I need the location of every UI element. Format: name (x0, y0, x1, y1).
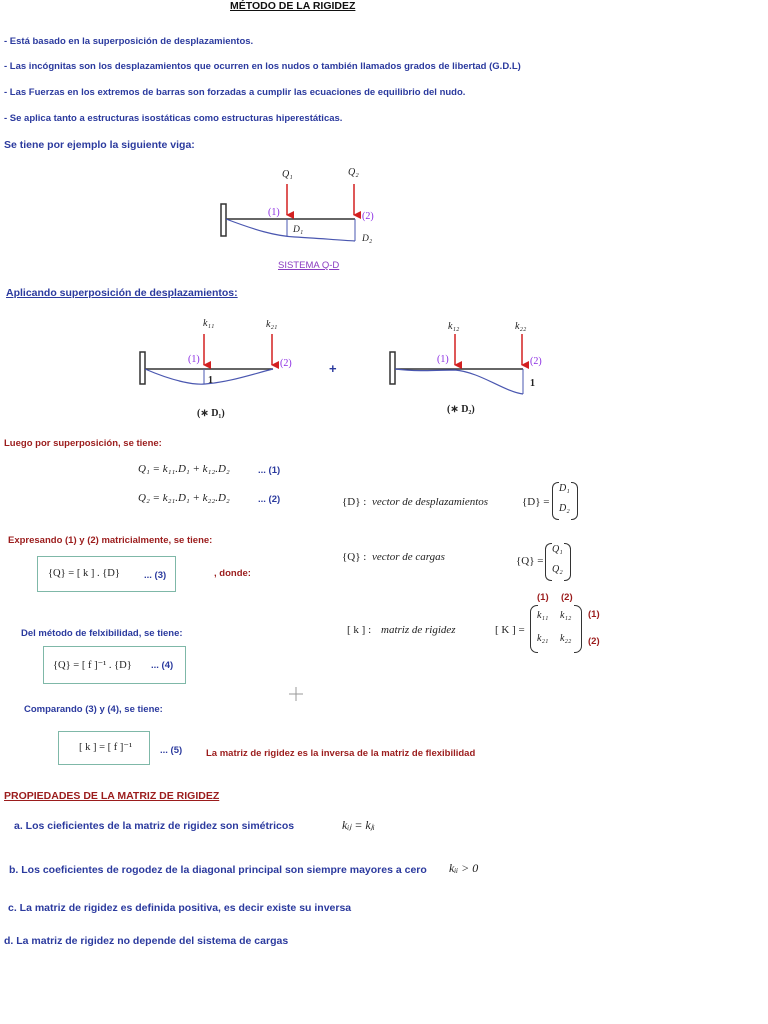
d-vector-lhs: {D} = (522, 496, 550, 508)
equation-4-tag: ... (4) (151, 660, 174, 671)
plus-sign: + (329, 361, 337, 376)
node1-label: (1) (188, 354, 200, 365)
equation-5-tag: ... (5) (160, 745, 183, 756)
k11-entry: k₁₁ (537, 610, 549, 621)
d1-entry: D₁ (559, 483, 570, 494)
node2-label: (2) (362, 211, 374, 222)
equation-5: [ k ] = [ f ]⁻¹ (79, 742, 133, 753)
k11-label: k₁₁ (203, 318, 215, 329)
system-caption: SISTEMA Q-D (278, 260, 340, 271)
equation-2-tag: ... (2) (258, 494, 281, 505)
superposition-heading: Aplicando superposición de desplazamientos: (6, 287, 238, 299)
fixed-support (221, 204, 226, 236)
equation-5-note: La matriz de rigidez es la inversa de la matriz de flexibilidad (206, 748, 476, 759)
k21-entry: k₂₁ (537, 633, 549, 644)
k22-entry: k₂₂ (560, 633, 572, 644)
col-2-label: (2) (561, 592, 573, 603)
d-vector-matrix (552, 482, 578, 518)
fixed-support (390, 352, 395, 384)
q1-label: Q₁ (282, 169, 293, 180)
property-b: b. Los coeficientes de rogodez de la diagonal principal son siempre mayores a cero (9, 864, 427, 876)
beam-case-d1 (135, 310, 305, 420)
crosshair-cursor-icon (289, 687, 303, 701)
d2-entry: D₂ (559, 503, 570, 514)
equation-3-box (37, 556, 176, 592)
equation-1: Q₁ = k₁₁.D₁ + k₁₂.D₂ (138, 463, 230, 475)
q-vector-label: {Q} : (342, 551, 367, 563)
example-intro: Se tiene por ejemplo la siguiente viga: (4, 139, 195, 151)
equation-4-box (43, 646, 186, 684)
factor-label: (∗ D₁) (197, 408, 225, 419)
property-a: a. Los cieficientes de la matriz de rigidez son simétricos (14, 820, 295, 832)
deflected-shape (226, 219, 355, 241)
q-vector-lhs: {Q} = (516, 555, 544, 567)
equation-4: {Q} = [ f ]⁻¹ . {D} (53, 660, 132, 671)
node2-label: (2) (280, 358, 292, 369)
k22-label: k₂₂ (515, 321, 527, 332)
factor-label: (∗ D₂) (447, 404, 475, 415)
equation-1-tag: ... (1) (258, 465, 281, 476)
equation-3-tag: ... (3) (144, 570, 167, 581)
unit-label: 1 (208, 375, 213, 386)
comparando-text: Comparando (3) y (4), se tiene: (24, 704, 163, 715)
equation-2: Q₂ = k₂₁.D₁ + k₂₂.D₂ (138, 492, 230, 504)
k-matrix-text: matriz de rigidez (381, 624, 456, 636)
unit-label: 1 (530, 378, 535, 389)
donde-text: , donde: (214, 568, 251, 579)
q-vector-text: vector de cargas (372, 551, 445, 563)
d-vector-text: vector de desplazamientos (372, 496, 489, 508)
property-b-formula: kᵢᵢ > 0 (449, 861, 479, 875)
expresando-text: Expresando (1) y (2) matricialmente, se tiene: (8, 535, 213, 546)
node1-label: (1) (268, 207, 280, 218)
page-title: MÉTODO DE LA RIGIDEZ (230, 0, 356, 12)
bullet-4: - Se aplica tanto a estructuras isostáticas como estructuras hiperestáticas. (4, 113, 343, 124)
d1-label: D₁ (293, 225, 304, 235)
bullet-3: - Las Fuerzas en los extremos de barras son forzadas a cumplir las ecuaciones de equilibrio del nudo. (4, 87, 466, 98)
property-a-formula: kᵢⱼ = kⱼᵢ (342, 818, 375, 832)
equation-3: {Q} = [ k ] . {D} (48, 568, 120, 579)
q1-entry: Q₁ (552, 544, 563, 555)
bullet-1: - Está basado en la superposición de desplazamientos. (4, 36, 254, 47)
q2-label: Q₂ (348, 167, 359, 178)
k-matrix-lhs: [ K ] = (495, 624, 525, 636)
d2-label: D₂ (362, 234, 373, 244)
luego-text: Luego por superposición, se tiene: (4, 438, 162, 449)
property-c: c. La matriz de rigidez es definida positiva, es decir existe su inversa (8, 902, 352, 914)
flexibility-text: Del método de felxibilidad, se tiene: (21, 628, 183, 639)
equation-5-box (58, 731, 150, 765)
deflected-shape (395, 369, 523, 394)
node2-label: (2) (530, 356, 542, 367)
bullet-2: - Las incógnitas son los desplazamientos que ocurren en los nudos o también llamados grados de libertad (G.D.L) (4, 61, 521, 72)
k12-entry: k₁₂ (560, 610, 572, 621)
row-2-label: (2) (588, 636, 600, 647)
beam-case-d2 (385, 310, 555, 420)
node1-label: (1) (437, 354, 449, 365)
q-vector-matrix (545, 543, 571, 579)
q2-entry: Q₂ (552, 564, 563, 575)
properties-heading: PROPIEDADES DE LA MATRIZ DE RIGIDEZ (4, 790, 220, 802)
d-vector-label: {D} : (342, 496, 367, 508)
k-matrix-label: [ k ] : (347, 624, 372, 636)
col-1-label: (1) (537, 592, 549, 603)
k12-label: k₁₂ (448, 321, 460, 332)
k21-label: k₂₁ (266, 319, 278, 330)
main-beam-diagram (215, 160, 395, 260)
k-matrix (530, 605, 582, 651)
row-1-label: (1) (588, 609, 600, 620)
fixed-support (140, 352, 145, 384)
property-d: d. La matriz de rigidez no depende del sistema de cargas (4, 935, 289, 947)
